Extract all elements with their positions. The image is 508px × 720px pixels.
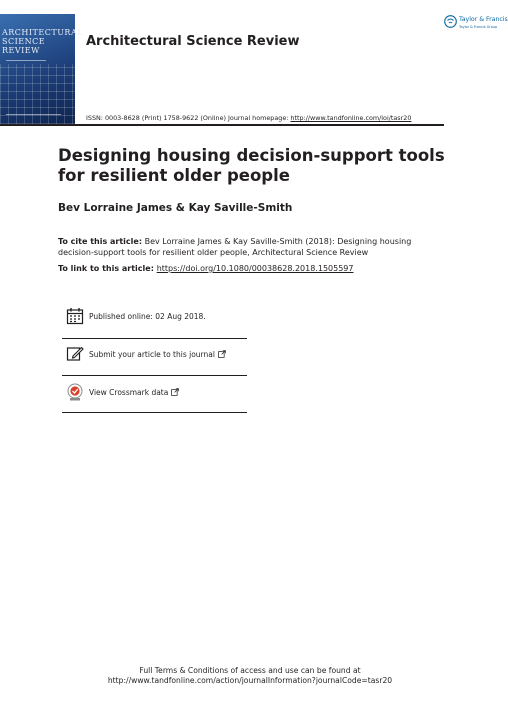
journal-name: Architectural Science Review	[86, 34, 300, 49]
header-divider	[0, 124, 444, 126]
issn-line	[86, 114, 411, 122]
crossmark-row[interactable]	[62, 383, 247, 411]
journal-homepage-link[interactable]: http://www.tandfonline.com/loi/tasr20	[290, 114, 412, 122]
published-online-row	[62, 307, 247, 335]
published-online-text: Published online: 02 Aug 2018.	[89, 312, 206, 321]
article-authors: Bev Lorraine James & Kay Saville-Smith	[58, 202, 293, 214]
citation-label: To cite this article:	[58, 237, 143, 246]
terms-footer	[0, 666, 500, 686]
issn-text: ISSN: 0003-8628 (Print) 1758-9622 (Online) Journal homepage:	[86, 114, 291, 122]
publisher-group: Taylor & Francis Group	[459, 25, 498, 29]
doi-link[interactable]: https://doi.org/10.1080/00038628.2018.1505597	[156, 264, 354, 273]
crossmark-link[interactable]: View Crossmark data	[89, 388, 179, 397]
crossmark-icon	[66, 383, 84, 401]
publisher-name: Taylor & Francis	[459, 16, 508, 23]
submit-article-row[interactable]	[62, 345, 247, 373]
article-link-label: To link to this article:	[58, 264, 157, 273]
submit-article-link[interactable]: Submit your article to this journal	[89, 350, 226, 359]
info-divider	[62, 338, 247, 339]
external-link-icon	[171, 388, 179, 396]
citation-text: Bev Lorraine James & Kay Saville-Smith (2018): Designing housing decision-support tools for resilient older people, Architectural Science Review	[58, 237, 412, 257]
cover-title: ARCHITECTURAL SCIENCE REVIEW	[2, 28, 84, 55]
article-link-line	[58, 264, 354, 273]
cover-line	[6, 114, 61, 115]
publisher-logo	[444, 14, 508, 36]
citation-block	[58, 236, 448, 258]
terms-text: Full Terms & Conditions of access and use can be found at	[139, 666, 361, 675]
journal-cover-image	[0, 14, 84, 124]
cover-blueprint-pattern	[0, 64, 75, 124]
info-divider	[62, 375, 247, 376]
article-title: Designing housing decision-support tools for resilient older people	[58, 146, 445, 185]
publisher-logo-icon	[444, 15, 457, 28]
edit-icon	[66, 345, 84, 363]
calendar-icon	[66, 307, 84, 325]
info-divider	[62, 412, 247, 413]
terms-link[interactable]: http://www.tandfonline.com/action/journalInformation?journalCode=tasr20	[107, 676, 393, 685]
cover-line	[6, 60, 46, 61]
external-link-icon	[218, 350, 226, 358]
